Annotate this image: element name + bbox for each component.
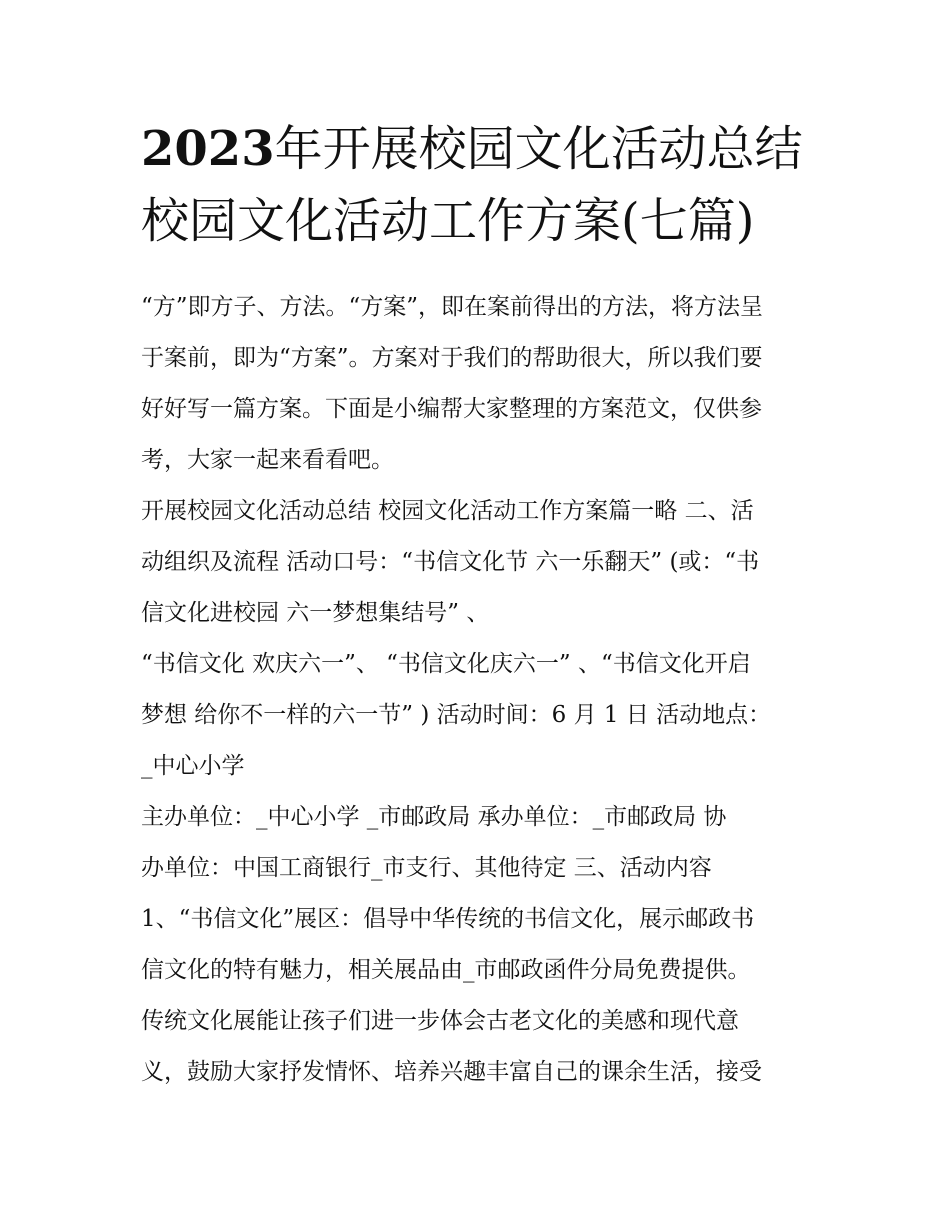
title-line-1 xyxy=(141,113,831,185)
body-line: 考，大家一起来看看吧。 xyxy=(141,447,394,473)
body-line: 信文化进校园 六一梦想集结号” 、 xyxy=(141,600,490,626)
document-title xyxy=(141,113,831,257)
body-line: 主办单位：_中心小学 _市邮政局 承办单位：_市邮政局 协 xyxy=(141,804,727,830)
title-line-2: 校园文化活动工作方案(七篇) xyxy=(141,193,755,249)
body-line: 信文化的特有魅力，相关展品由_市邮政函件分局免费提供。 xyxy=(141,957,751,983)
title-year: 2023 xyxy=(141,121,275,177)
document-body xyxy=(141,282,831,1098)
body-line: “书信文化 欢庆六一”、 “书信文化庆六一” 、“书信文化开启 xyxy=(141,651,751,677)
body-line: 开展校园文化活动总结 校园文化活动工作方案篇一略 二、活 xyxy=(141,498,754,524)
body-line: 传统文化展能让孩子们进一步体会古老文化的美感和现代意 xyxy=(141,1008,739,1034)
body-line: 于案前，即为“方案”。方案对于我们的帮助很大，所以我们要 xyxy=(141,345,763,371)
body-line: 动组织及流程 活动口号：“书信文化节 六一乐翻天” (或：“书 xyxy=(141,549,760,575)
body-line: 好好写一篇方案。下面是小编帮大家整理的方案范文，仅供参 xyxy=(141,396,762,422)
body-line: 办单位：中国工商银行_市支行、其他待定 三、活动内容 xyxy=(141,855,712,881)
title-line-1-text: 年开展校园文化活动总结 xyxy=(274,121,803,177)
body-line: _中心小学 xyxy=(141,753,245,779)
body-line: 1、“书信文化”展区：倡导中华传统的书信文化，展示邮政书 xyxy=(141,906,755,932)
body-line: 梦想 给你不一样的六一节” ) 活动时间：6 月 1 日 活动地点： xyxy=(141,702,772,728)
body-line: 义，鼓励大家抒发情怀、培养兴趣丰富自己的课余生活，接受 xyxy=(141,1059,762,1085)
body-line: “方”即方子、方法。“方案”，即在案前得出的方法，将方法呈 xyxy=(141,294,764,320)
